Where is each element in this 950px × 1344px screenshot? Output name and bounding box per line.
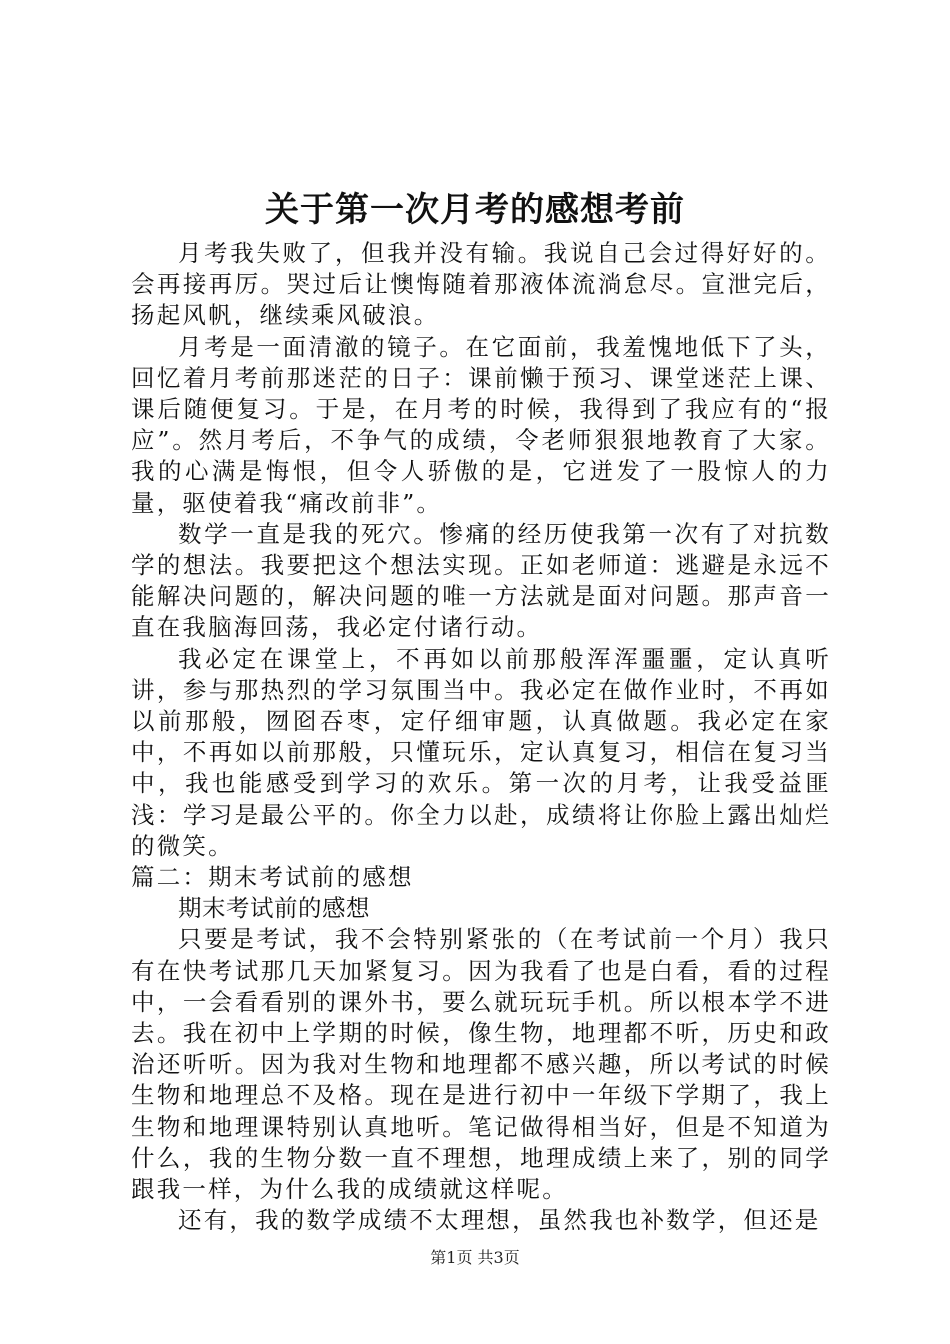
- page-footer: 第1页 共3页: [430, 1248, 520, 1267]
- section-paragraph-2: 还有，我的数学成绩不太理想，虽然我也补数学，但还是: [178, 1206, 821, 1235]
- section-heading: 篇二：期末考试前的感想: [131, 863, 414, 892]
- section-paragraph-1: 只要是考试，我不会特别紧张的（在考试前一个月）我只有在快考试那几天加紧复习。因为我看了也是白看，看的过程中，一会看看别的课外书，要么就玩玩手机。所以根本学不进去。我在初中上学期的时候，像生物，地理都不听，历史和政治还听听。因为我对生物和地理都不感兴趣，所以考试的时候生物和地理总不及格。现在是进行初中一年级下学期了，我上生物和地理课特别认真地听。笔记做得相当好，但是不知道为什么，我的生物分数一直不理想，地理成绩上来了，别的同学跟我一样，为什么我的成绩就这样呢。: [131, 925, 831, 1204]
- paragraph-4: 我必定在课堂上，不再如以前那般浑浑噩噩，定认真听讲，参与那热烈的学习氛围当中。我必定在做作业时，不再如以前那般，囫囵吞枣，定仔细审题，认真做题。我必定在家中，不再如以前那般，只懂玩乐，定认真复习，相信在复习当中，我也能感受到学习的欢乐。第一次的月考，让我受益匪浅：学习是最公平的。你全力以赴，成绩将让你脸上露出灿烂的微笑。: [131, 644, 831, 860]
- paragraph-3: 数学一直是我的死穴。惨痛的经历使我第一次有了对抗数学的想法。我要把这个想法实现。正如老师道：逃避是永远不能解决问题的，解决问题的唯一方法就是面对问题。那声音一直在我脑海回荡，我必定付诸行动。: [131, 519, 831, 642]
- document-body: [131, 238, 831, 1237]
- paragraph-2: 月考是一面清澈的镜子。在它面前，我羞愧地低下了头，回忆着月考前那迷茫的日子：课前懒于预习、课堂迷茫上课、课后随便复习。于是，在月考的时候，我得到了我应有的“报应”。然月考后，不争气的成绩，令老师狠狠地教育了大家。我的心满是悔恨，但令人骄傲的是，它迸发了一股惊人的力量，驱使着我“痛改前非”。: [131, 332, 831, 517]
- document-title: 关于第一次月考的感想考前: [265, 190, 685, 230]
- section-subheading: 期末考试前的感想: [178, 894, 370, 923]
- paragraph-1: 月考我失败了，但我并没有输。我说自己会过得好好的。会再接再厉。哭过后让懊悔随着那液体流淌怠尽。宣泄完后，扬起风帆，继续乘风破浪。: [131, 239, 831, 330]
